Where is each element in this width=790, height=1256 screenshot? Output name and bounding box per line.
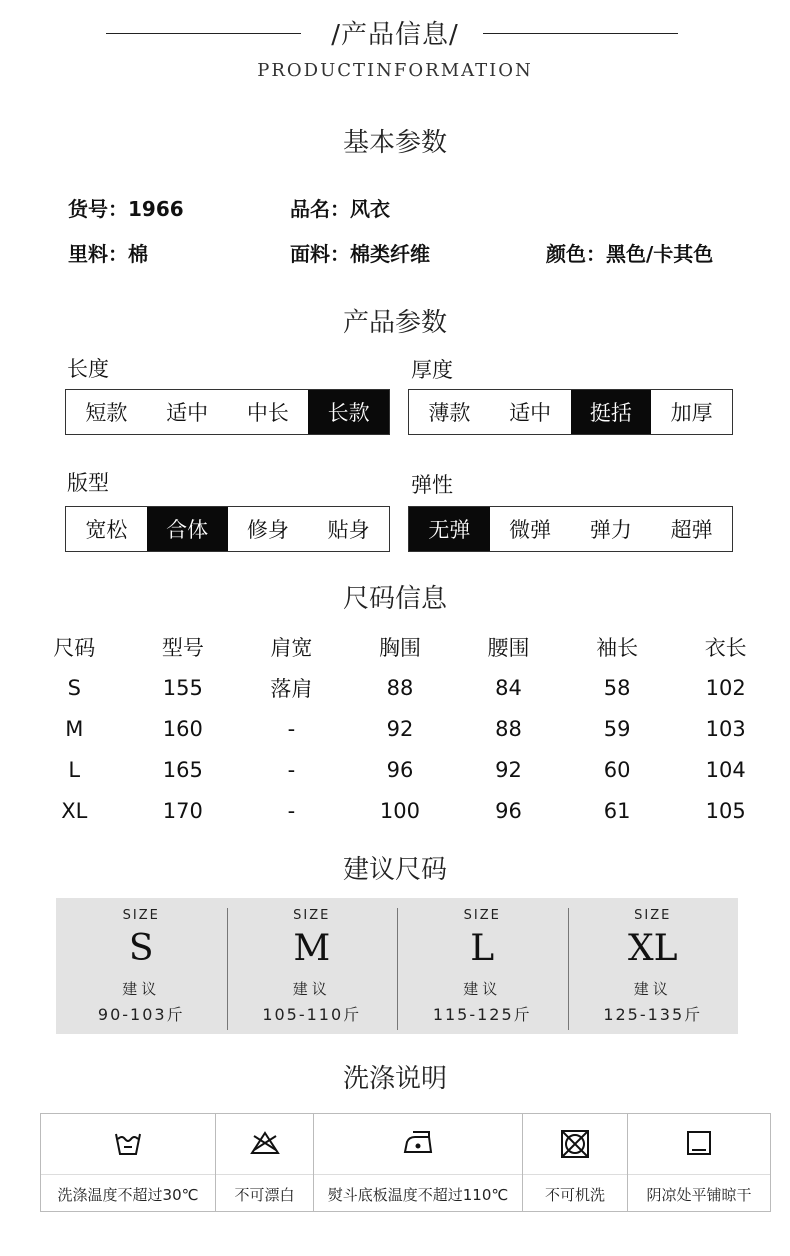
size-suggestion-s (56, 898, 227, 1034)
size-word: SIZE (463, 908, 501, 923)
table-row (20, 667, 780, 708)
length-option: 适中 (166, 401, 209, 425)
weight-range: 115-125斤 (432, 1005, 532, 1024)
elastic-options (408, 506, 733, 552)
thickness-option: 薄款 (428, 401, 471, 425)
page-title: /产品信息/ (331, 20, 459, 50)
wash-text: 熨斗底板温度不超过110℃ (327, 1186, 509, 1204)
size-info-heading: 尺码信息 (342, 584, 447, 614)
col-header: 袖长 (596, 635, 639, 660)
lining: 里料：棉 (68, 242, 148, 266)
advice-word: 建议 (633, 980, 672, 998)
size-word: SIZE (634, 908, 672, 923)
fit-option-selected: 合体 (147, 507, 228, 551)
fit-option: 修身 (246, 518, 289, 542)
suggest-heading: 建议尺码 (342, 855, 447, 885)
col-header: 胸围 (378, 635, 421, 660)
advice-word: 建议 (463, 980, 502, 998)
wash-item (216, 1114, 314, 1211)
table-cell: 160 (162, 716, 203, 741)
table-row (20, 790, 780, 831)
wash-separator (41, 1174, 215, 1175)
length-options (65, 389, 390, 435)
table-cell: 165 (162, 757, 203, 782)
wash-text: 阴凉处平铺晾干 (646, 1186, 752, 1204)
wash-separator (314, 1174, 522, 1175)
wash-text: 不可机洗 (544, 1186, 605, 1204)
product-name: 品名：风衣 (290, 197, 390, 221)
col-header: 尺码 (53, 635, 96, 660)
advice-word: 建议 (292, 980, 331, 998)
size-word: SIZE (293, 908, 331, 923)
page-subtitle: PRODUCTINFORMATION (257, 60, 533, 81)
table-cell: 105 (705, 798, 746, 823)
col-header: 肩宽 (270, 635, 313, 660)
table-cell: L (68, 757, 81, 782)
size-suggestion-m (227, 898, 398, 1034)
table-cell: 58 (603, 675, 631, 700)
thickness-option: 适中 (509, 401, 552, 425)
table-cell: 103 (705, 716, 746, 741)
table-cell: - (287, 757, 296, 782)
basic-heading: 基本参数 (342, 128, 447, 158)
size-letter: XL (627, 928, 678, 969)
thickness-option: 加厚 (670, 401, 713, 425)
table-cell: 59 (603, 716, 631, 741)
wash-instructions (40, 1113, 771, 1212)
fabric: 面料：棉类纤维 (290, 242, 430, 266)
wash-heading: 洗涤说明 (342, 1064, 447, 1094)
table-cell: XL (61, 798, 88, 823)
table-cell: M (65, 716, 84, 741)
table-cell: S (67, 675, 81, 700)
no-machine-wash-icon (523, 1128, 627, 1162)
params-heading: 产品参数 (342, 308, 447, 338)
item-number: 货号：1966 (68, 197, 184, 221)
table-cell: 155 (162, 675, 203, 700)
size-suggestion-panel (56, 898, 738, 1034)
table-row (20, 749, 780, 790)
thickness-option-selected: 挺括 (571, 390, 652, 434)
elastic-label: 弹性 (411, 473, 453, 497)
size-letter: M (293, 928, 331, 969)
length-option: 中长 (246, 401, 289, 425)
size-letter: L (470, 928, 495, 969)
no-bleach-icon (216, 1128, 313, 1162)
weight-range: 125-135斤 (603, 1005, 703, 1024)
col-header: 型号 (161, 635, 204, 660)
advice-word: 建议 (122, 980, 161, 998)
wash-item (41, 1114, 216, 1211)
wash-item (523, 1114, 628, 1211)
table-cell: 60 (603, 757, 631, 782)
elastic-option: 弹力 (589, 518, 632, 542)
table-cell: 92 (386, 716, 414, 741)
fit-options (65, 506, 390, 552)
weight-range: 90-103斤 (97, 1005, 185, 1024)
elastic-option: 微弹 (509, 518, 552, 542)
table-cell: 88 (386, 675, 414, 700)
table-cell: - (287, 716, 296, 741)
table-row (20, 708, 780, 749)
length-option: 短款 (85, 401, 128, 425)
size-letter: S (128, 928, 154, 969)
table-cell: 100 (379, 798, 421, 823)
thickness-label: 厚度 (411, 358, 453, 382)
col-header: 腰围 (487, 635, 530, 660)
table-cell: 104 (705, 757, 746, 782)
weight-range: 105-110斤 (262, 1005, 362, 1024)
wash-separator (628, 1174, 770, 1175)
table-cell: 102 (705, 675, 746, 700)
table-cell: - (287, 798, 296, 823)
table-cell: 170 (162, 798, 203, 823)
wash-text: 洗涤温度不超过30℃ (57, 1186, 199, 1204)
wash-item (314, 1114, 523, 1211)
color: 颜色：黑色/卡其色 (546, 242, 714, 266)
size-suggestion-xl (568, 898, 739, 1034)
wash-tub-icon (41, 1128, 215, 1162)
table-cell: 61 (603, 798, 631, 823)
table-cell: 落肩 (270, 676, 313, 701)
elastic-option-selected: 无弹 (409, 507, 490, 551)
elastic-option: 超弹 (670, 518, 713, 542)
table-cell: 96 (386, 757, 414, 782)
length-label: 长度 (67, 357, 109, 381)
table-cell: 92 (495, 757, 522, 782)
wash-text: 不可漂白 (234, 1186, 295, 1204)
length-option-selected: 长款 (308, 390, 389, 434)
fit-option: 宽松 (85, 518, 128, 542)
size-table-header (20, 626, 780, 667)
dry-flat-shade-icon (628, 1128, 770, 1162)
wash-item (628, 1114, 770, 1211)
table-cell: 88 (495, 716, 522, 741)
fit-label: 版型 (67, 471, 109, 495)
size-table (20, 626, 780, 831)
table-cell: 84 (495, 675, 522, 700)
thickness-options (408, 389, 733, 435)
fit-option: 贴身 (327, 518, 370, 542)
size-word: SIZE (122, 908, 160, 923)
wash-separator (523, 1174, 627, 1175)
col-header: 衣长 (704, 635, 747, 660)
iron-icon (314, 1128, 522, 1162)
table-cell: 96 (495, 798, 522, 823)
wash-separator (216, 1174, 313, 1175)
size-suggestion-l (397, 898, 568, 1034)
